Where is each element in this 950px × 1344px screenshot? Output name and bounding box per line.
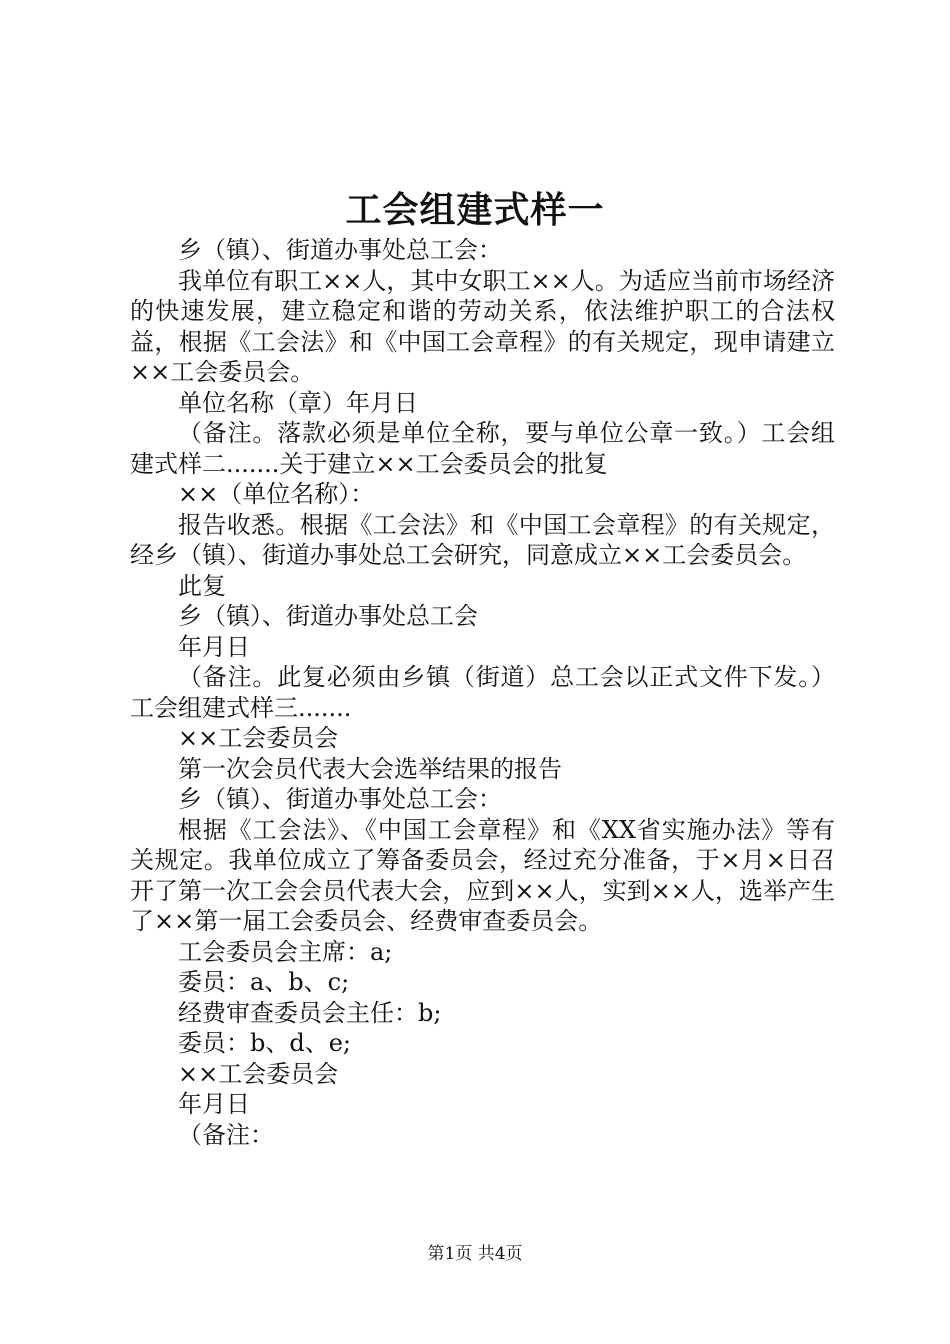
paragraph: 乡（镇）、街道办事处总工会 bbox=[178, 602, 478, 630]
paragraph: ××工会委员会 bbox=[178, 724, 339, 752]
paragraph: （备注。此复必须由乡镇（街道）总工会以正式文件下发。）工会组建式样三....... bbox=[130, 663, 835, 722]
paragraph: 年月日 bbox=[178, 1090, 250, 1118]
paragraph: 年月日 bbox=[178, 632, 250, 661]
paragraph: 委员：b、d、e; bbox=[178, 1029, 352, 1057]
paragraph: 单位名称（章）年月日 bbox=[178, 388, 418, 417]
document-title: 工会组建式样一 bbox=[345, 189, 605, 231]
paragraph: ××工会委员会 bbox=[178, 1059, 339, 1088]
paragraph: 经费审查委员会主任：b; bbox=[178, 998, 442, 1027]
paragraph: 根据《工会法》、《中国工会章程》和《XX省实施办法》等有关规定。我单位成立了筹备委员会，经过充分准备，于×月×日召开了第一次工会会员代表大会，应到××人，实到××人，选举产生了××第一届工会委员会、经费审查委员会。 bbox=[130, 815, 835, 935]
paragraph: （备注： bbox=[178, 1120, 274, 1149]
paragraph: 乡（镇）、街道办事处总工会： bbox=[178, 236, 502, 264]
page-indicator: 第1页 共4页 bbox=[427, 1244, 523, 1264]
paragraph: （备注。落款必须是单位全称，要与单位公章一致。）工会组建式样二.......关于建立××工会委员会的批复 bbox=[130, 419, 835, 478]
paragraph: 此复 bbox=[178, 571, 226, 600]
paragraph: 工会委员会主席：a; bbox=[178, 937, 393, 966]
document-body bbox=[130, 235, 835, 1150]
paragraph: 委员：a、b、c; bbox=[178, 968, 350, 996]
paragraph: 第一次会员代表大会选举结果的报告 bbox=[178, 754, 562, 783]
paragraph: 乡（镇）、街道办事处总工会： bbox=[178, 785, 502, 813]
paragraph: 我单位有职工××人，其中女职工××人。为适应当前市场经济的快速发展，建立稳定和谐的劳动关系，依法维护职工的合法权益，根据《工会法》和《中国工会章程》的有关规定，现申请建立××工会委员会。 bbox=[130, 266, 835, 386]
paragraph: ××（单位名称）： bbox=[178, 480, 375, 508]
paragraph: 报告收悉。根据《工会法》和《中国工会章程》的有关规定，经乡（镇）、街道办事处总工会研究，同意成立××工会委员会。 bbox=[130, 510, 835, 569]
